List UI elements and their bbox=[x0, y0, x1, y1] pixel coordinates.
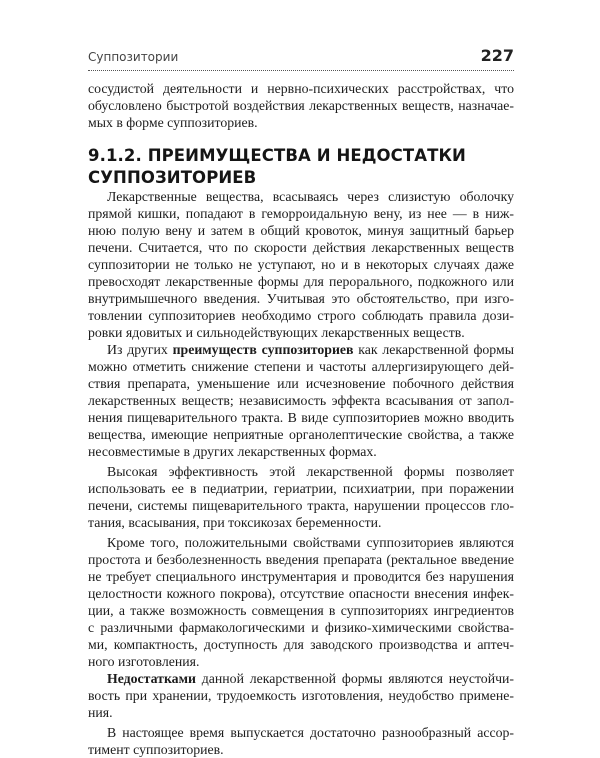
intro-paragraph bbox=[88, 80, 514, 131]
text-line: печени, системы пищеварительного тракта, нарушении процессов гло- bbox=[88, 498, 514, 513]
page-number: 227 bbox=[480, 46, 514, 65]
text-line: простота и безболезненность введения препарата (ректальное введение bbox=[88, 552, 514, 567]
text-line: сосудистой деятельности и нервно-психических расстройствах, что bbox=[88, 81, 514, 96]
running-header bbox=[88, 46, 514, 71]
text-line: прямой кишки, попадают в геморроидальную вену, из нее — в ниж- bbox=[88, 206, 514, 221]
bold-term: преимуществ суппозиториев bbox=[172, 342, 354, 357]
text-line: ствия препарата, уменьшение или исчезновение побочного действия bbox=[88, 376, 514, 391]
text-line: ного изготовления. bbox=[88, 654, 200, 669]
section-heading bbox=[88, 145, 514, 189]
text-line: внутримышечного введения. Учитывая это обстоятельство, при изго- bbox=[88, 291, 514, 306]
text-line: В настоящее время выпускается достаточно разнообразный ассор- bbox=[107, 725, 514, 740]
paragraph-positive-properties bbox=[88, 534, 514, 670]
text-line: Кроме того, положительными свойствами суппозиториев являются bbox=[107, 535, 514, 550]
text-line: нения пищеварительного тракта. В виде суппозиториев можно вводить bbox=[88, 410, 514, 425]
text-line: мых в форме суппозиториев. bbox=[88, 115, 258, 130]
bold-term: Недостатками bbox=[107, 671, 196, 686]
text-line: можно отметить снижение степени и частоты аллергизирующего дей- bbox=[88, 359, 514, 374]
text-line: вость при хранении, трудоемкость изготовления, неудобство примене- bbox=[88, 688, 514, 703]
heading-line-2: СУППОЗИТОРИЕВ bbox=[88, 168, 257, 187]
text-line: суппозитории не только не уступают, но и в некоторых случаях даже bbox=[88, 257, 514, 272]
paragraph-advantages-intro bbox=[88, 188, 514, 341]
heading-line-1: 9.1.2. ПРЕИМУЩЕСТВА И НЕДОСТАТКИ bbox=[88, 146, 466, 165]
text-line: лекарственных веществ; независимость эффекта всасывания от запол- bbox=[88, 393, 514, 408]
paragraph-efficiency bbox=[88, 463, 514, 531]
main-text bbox=[88, 188, 514, 758]
text-line: с различными фармакологическими и физико-химическими свойства- bbox=[88, 620, 514, 635]
text-line: ми, компактность, доступность для заводского производства и аптеч- bbox=[88, 637, 514, 652]
paragraph-advantages bbox=[88, 341, 514, 460]
text-line: ции, а также возможность совмещения в суппозиториях ингредиентов bbox=[88, 603, 514, 618]
text-line: тания, всасывания, при токсикозах беременности. bbox=[88, 515, 382, 530]
paragraph-assortment bbox=[88, 724, 514, 758]
text-line: целостности кожного покрова), отсутствие опасности внесения инфек- bbox=[88, 586, 514, 601]
text-line: Из других преимуществ суппозиториев как лекарственной формы bbox=[107, 342, 514, 357]
text-line: Лекарственные вещества, всасываясь через слизистую оболочку bbox=[107, 189, 514, 204]
section-title: Суппозитории bbox=[88, 50, 179, 64]
text-line: не требует специального инструментария и проводится без нарушения bbox=[88, 569, 514, 584]
text-line: превосходят лекарственные формы для перорального, подкожного или bbox=[88, 274, 514, 289]
text-line: печени. Считается, что по скорости действия лекарственных веществ bbox=[88, 240, 514, 255]
paragraph-disadvantages bbox=[88, 670, 514, 721]
text-line: Высокая эффективность этой лекарственной формы позволяет bbox=[107, 464, 514, 479]
text-line: вещества, имеющие неприятные органолептические свойства, а также bbox=[88, 427, 514, 442]
text-line: ровки ядовитых и сильнодействующих лекарственных веществ. bbox=[88, 325, 465, 340]
text-line: ния. bbox=[88, 705, 113, 720]
text-line: товлении суппозиториев необходимо строго соблюдать правила дози- bbox=[88, 308, 514, 323]
text-line: обусловлено быстротой воздействия лекарственных веществ, назначае- bbox=[88, 98, 514, 113]
text-line: использовать ее в педиатрии, гериатрии, психиатрии, при поражении bbox=[88, 481, 514, 496]
text-line: несовместимые в других лекарственных формах. bbox=[88, 444, 377, 459]
text-line: нюю полую вену и затем в общий кровоток, минуя защитный барьер bbox=[88, 223, 514, 238]
text-line: Недостатками данной лекарственной формы являются неустойчи- bbox=[107, 671, 514, 686]
text-line: тимент суппозиториев. bbox=[88, 742, 224, 757]
